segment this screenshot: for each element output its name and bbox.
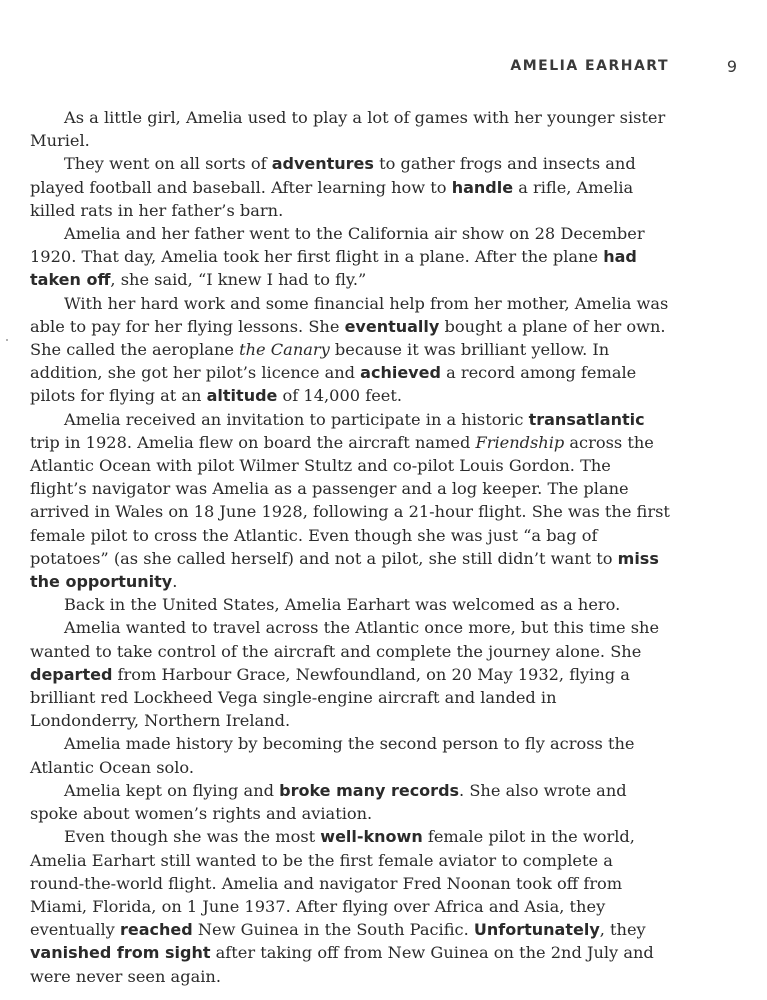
paragraph — [30, 616, 670, 732]
bold-term: vanished from sight — [30, 943, 211, 963]
italic-term: Friendship — [475, 432, 565, 452]
bold-term: transatlantic — [528, 409, 645, 429]
text-run: to gather frogs and insects and played football and baseball. After learning how to — [30, 154, 636, 197]
text-run: trip in 1928. Amelia flew on board the aircraft named — [30, 432, 476, 452]
paragraph — [30, 106, 670, 152]
text-run: after taking off from New Guinea on the 2nd July and were never seen again. — [30, 943, 654, 986]
bold-term: altitude — [206, 386, 278, 406]
bold-term: adventures — [271, 154, 374, 174]
paragraph — [30, 152, 670, 222]
text-run: bought a plane of her own. She called the aeroplane — [30, 316, 666, 360]
italic-term: the Canary — [239, 340, 330, 360]
text-run: . — [172, 572, 178, 592]
page-number: 9 — [726, 57, 737, 76]
paragraph — [30, 732, 670, 778]
bold-term: well-known — [320, 827, 423, 847]
text-run: Amelia received an invitation to participate in a historic — [64, 409, 529, 429]
bold-term: handle — [451, 177, 514, 197]
text-run: , they — [599, 920, 646, 940]
bold-term: Unfortunately — [473, 920, 600, 940]
text-run: As a little girl, Amelia used to play a lot of games with her younger sister Muriel. — [30, 108, 666, 151]
bold-term: departed — [30, 664, 113, 684]
text-run: Even though she was the most — [64, 827, 321, 847]
text-run: because it was brilliant yellow. In addition, she got her pilot’s licence and — [30, 340, 610, 383]
text-run: female pilot in the world, Amelia Earhart still wanted to be the first female aviator to complete a round-the-world flight. Amelia and navigator Fred Noonan took off from Miami, Florida, on 1 June 1937. After flying over Africa and Asia, they eventually — [30, 827, 635, 940]
text-run: Amelia wanted to travel across the Atlantic once more, but this time she wanted to take control of the aircraft and complete the journey alone. She — [30, 618, 660, 661]
paragraph — [30, 292, 670, 408]
text-run: Amelia kept on flying and — [64, 780, 280, 800]
bold-term: achieved — [360, 363, 441, 383]
text-run: from Harbour Grace, Newfoundland, on 20 May 1932, flying a brilliant red Lockheed Vega single-engine aircraft and landed in Londonderry, Northern Ireland. — [30, 664, 630, 731]
bold-term: miss the opportunity — [30, 548, 659, 592]
paragraph — [30, 222, 670, 292]
text-run: a record among female pilots for flying at an — [30, 363, 637, 406]
text-run: They went on all sorts of — [64, 154, 272, 174]
running-title: AMELIA EARHART — [510, 58, 669, 74]
text-run: across the Atlantic Ocean with pilot Wilmer Stultz and co-pilot Louis Gordon. The flight’s navigator was Amelia as a passenger and a log keeper. The plane arrived in Wales on 18 June 1928, following a 21-hour flight. She was the first female pilot to cross the Atlantic. Even though she was just “a bag of potatoes” (as she called herself) and not a pilot, she still didn’t want to — [30, 432, 670, 568]
text-run: New Guinea in the South Pacific. — [192, 920, 474, 940]
bold-term: broke many records — [279, 780, 460, 800]
bold-term: eventually — [344, 316, 440, 336]
paragraph — [30, 825, 670, 987]
scan-speck — [6, 339, 8, 341]
article-body — [30, 106, 670, 988]
text-run: of 14,000 feet. — [277, 386, 403, 406]
text-run: Back in the United States, Amelia Earhart was welcomed as a hero. — [64, 595, 621, 615]
text-run: , she said, “I knew I had to fly.” — [110, 270, 367, 290]
text-run: a rifle, Amelia killed rats in her father’s barn. — [30, 177, 634, 220]
paragraph — [30, 408, 670, 594]
paragraph — [30, 779, 670, 825]
bold-term: had taken off — [30, 247, 637, 290]
text-run: . She also wrote and spoke about women’s rights and aviation. — [30, 780, 627, 824]
bold-term: reached — [119, 920, 193, 940]
text-run: With her hard work and some financial help from her mother, Amelia was able to pay for her flying lessons. She — [30, 293, 669, 336]
text-run: Amelia and her father went to the California air show on 28 December 1920. That day, Amelia took her first flight in a plane. After the plane — [30, 224, 645, 267]
paragraph — [30, 593, 670, 616]
text-run: Amelia made history by becoming the second person to fly across the Atlantic Ocean solo. — [30, 734, 635, 777]
